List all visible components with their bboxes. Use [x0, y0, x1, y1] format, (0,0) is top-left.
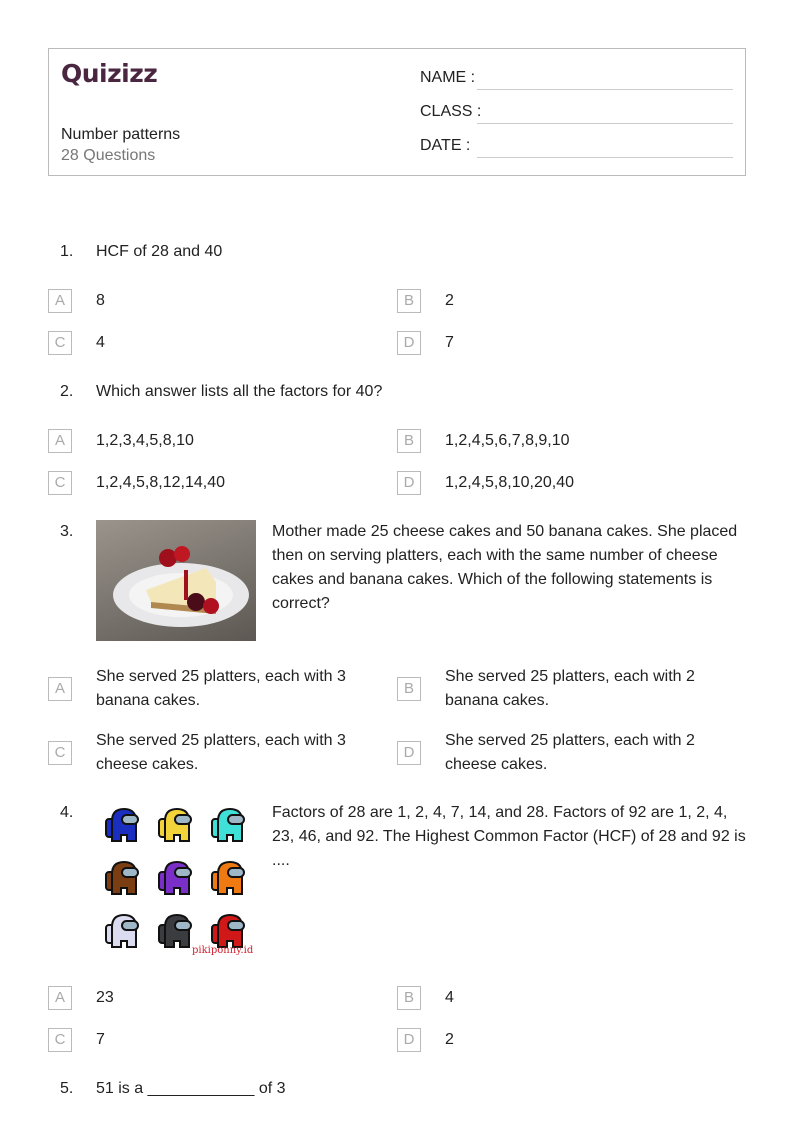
question-text: 51 is a ____________ of 3: [96, 1080, 286, 1097]
option-box-c[interactable]: C: [48, 471, 72, 495]
option-box-b[interactable]: B: [397, 986, 421, 1010]
option-text: 4: [445, 989, 454, 1006]
question-number: 4.: [60, 804, 74, 821]
crewmate-icon: [212, 862, 244, 894]
option-text: She served 25 platters, each with 3 banana cakes.: [96, 668, 346, 709]
option-box-b[interactable]: B: [397, 677, 421, 701]
option-text: 1,2,4,5,6,7,8,9,10: [445, 432, 570, 449]
option-text: 23: [96, 989, 114, 1006]
question-number: 1.: [60, 243, 74, 260]
option-box-b[interactable]: B: [397, 429, 421, 453]
question-text: Mother made 25 cheese cakes and 50 banana cakes. She placed then on serving platters, each with the same number of cheese cakes and banana cakes. Which of the following statements is correct?: [272, 523, 738, 612]
option-box-c[interactable]: C: [48, 331, 72, 355]
option-box-a[interactable]: A: [48, 429, 72, 453]
option-text: 4: [96, 334, 105, 351]
worksheet-title: Number patterns: [61, 126, 181, 143]
date-label: DATE :: [420, 137, 471, 154]
option-box-a[interactable]: A: [48, 289, 72, 313]
option-text: 1,2,4,5,8,10,20,40: [445, 474, 574, 491]
worksheet-header: [48, 48, 746, 176]
option-text: 7: [96, 1031, 105, 1048]
crewmate-icon: [212, 809, 244, 841]
crewmates-image: [96, 801, 256, 961]
option-text: 1,2,3,4,5,8,10: [96, 432, 194, 449]
cheesecake-image: [96, 520, 256, 641]
option-box-d[interactable]: D: [397, 741, 421, 765]
option-box-c[interactable]: C: [48, 1028, 72, 1052]
question-text: Factors of 28 are 1, 2, 4, 7, 14, and 28. Factors of 92 are 1, 2, 4, 23, 46, and 92. The Highest Common Factor (HCF) of 28 and 92 is ....: [272, 804, 746, 869]
date-field[interactable]: [477, 157, 733, 158]
option-text: She served 25 platters, each with 3 cheese cakes.: [96, 732, 346, 773]
option-text: 1,2,4,5,8,12,14,40: [96, 474, 225, 491]
question-text: HCF of 28 and 40: [96, 243, 223, 260]
option-text: 8: [96, 292, 105, 309]
option-box-d[interactable]: D: [397, 1028, 421, 1052]
option-box-a[interactable]: A: [48, 677, 72, 701]
option-text: She served 25 platters, each with 2 banana cakes.: [445, 668, 695, 709]
question-count: 28 Questions: [61, 147, 156, 164]
crewmate-icon: [106, 862, 138, 894]
option-text: 2: [445, 292, 454, 309]
question-number: 3.: [60, 523, 74, 540]
quizizz-logo: Quizizz: [61, 59, 158, 88]
question-number: 2.: [60, 383, 74, 400]
option-text: She served 25 platters, each with 2 cheese cakes.: [445, 732, 695, 773]
option-box-d[interactable]: D: [397, 471, 421, 495]
option-box-d[interactable]: D: [397, 331, 421, 355]
question-text: Which answer lists all the factors for 40?: [96, 383, 383, 400]
image-watermark: pikiponny.id: [192, 945, 254, 956]
class-field[interactable]: [477, 123, 733, 124]
option-text: 2: [445, 1031, 454, 1048]
crewmate-icon: [159, 809, 191, 841]
name-field[interactable]: [477, 89, 733, 90]
crewmate-icon: [159, 915, 191, 947]
class-label: CLASS :: [420, 103, 482, 120]
crewmate-icon: [159, 862, 191, 894]
option-box-c[interactable]: C: [48, 741, 72, 765]
option-box-b[interactable]: B: [397, 289, 421, 313]
option-box-a[interactable]: A: [48, 986, 72, 1010]
name-label: NAME :: [420, 69, 476, 86]
question-number: 5.: [60, 1080, 74, 1097]
crewmate-icon: [106, 915, 138, 947]
crewmate-icon: [106, 809, 138, 841]
crewmate-icon: [212, 915, 244, 947]
option-text: 7: [445, 334, 454, 351]
